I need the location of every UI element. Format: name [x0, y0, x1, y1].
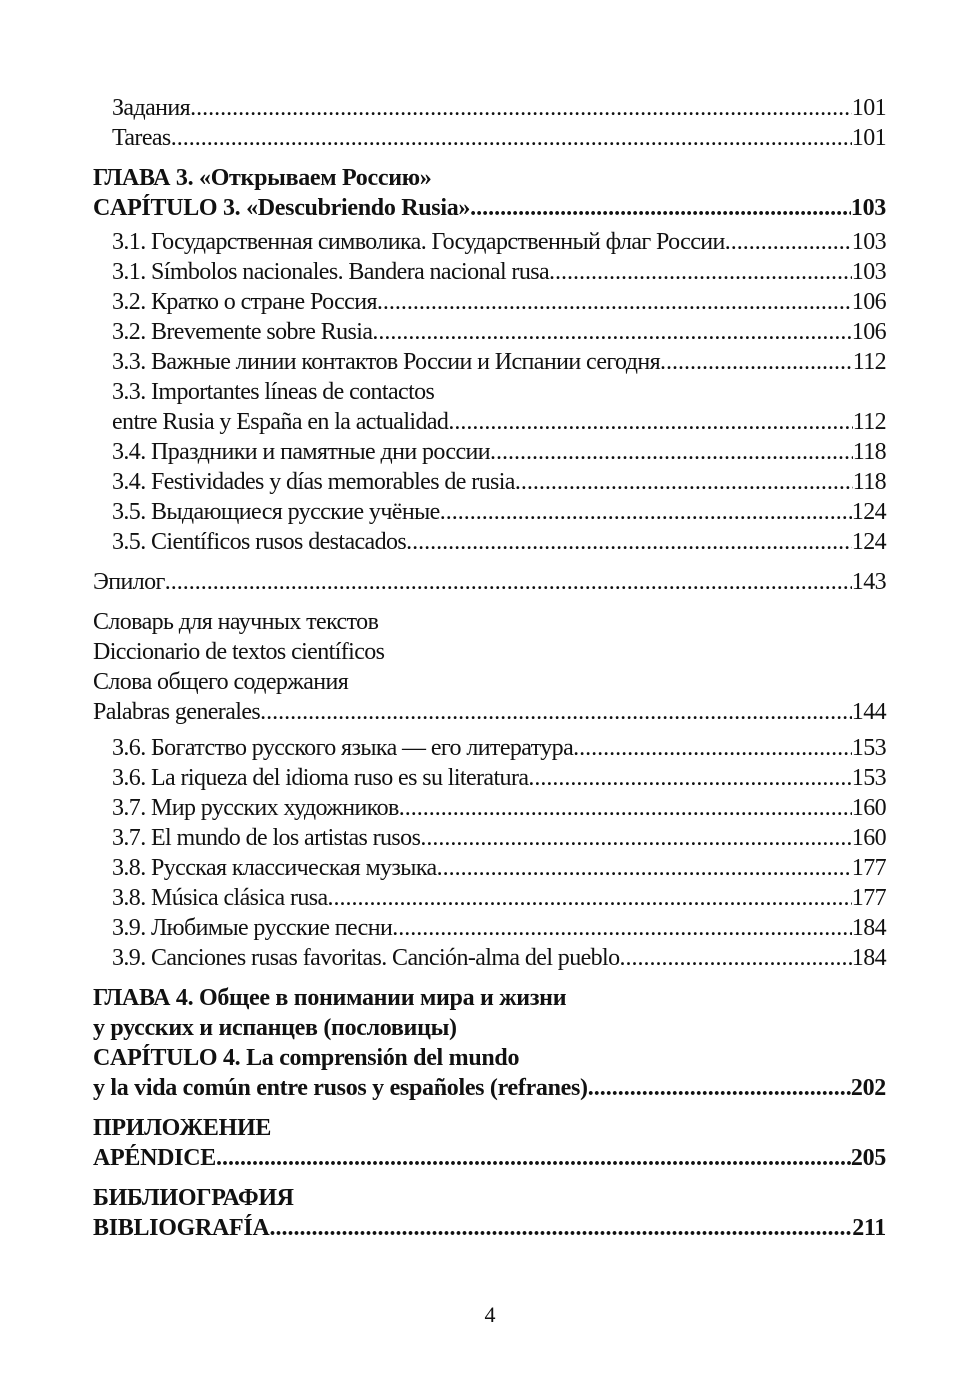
entry-title: 3.2. Brevemente sobre Rusia	[112, 319, 373, 345]
toc-entry	[93, 567, 886, 597]
entry-title: 3.5. Científicos rusos destacados	[112, 529, 407, 555]
entry-page: 177	[851, 855, 886, 881]
chapter-4-heading[interactable]	[93, 983, 886, 1103]
entry-page: 184	[851, 945, 886, 971]
toc-entry[interactable]	[93, 853, 886, 883]
dot-leader	[392, 913, 852, 943]
toc-entry[interactable]	[93, 257, 886, 287]
toc-entry	[93, 697, 886, 727]
dot-leader	[372, 317, 851, 347]
entry-page: 205	[850, 1145, 886, 1171]
entry-title: 3.9. Любимые русские песни	[112, 915, 393, 941]
entry-page: 144	[851, 699, 886, 725]
entry-title: 3.9. Canciones rusas favoritas. Canción-alma del pueblo	[112, 945, 620, 971]
entry-title: Задания	[112, 95, 191, 121]
entry-title: y la vida común entre rusos y españoles (refranes)	[93, 1075, 588, 1101]
dot-leader	[588, 1073, 851, 1103]
toc-entry	[93, 193, 886, 223]
entry-title: 3.8. Música clásica rusa	[112, 885, 328, 911]
entry-title-line: ПРИЛОЖЕНИЕ	[93, 1115, 272, 1141]
entry-title: 3.4. Festividades y días memorables de rusia	[112, 469, 515, 495]
entry-page: 124	[851, 529, 886, 555]
entry-title-line: Diccionario de textos científicos	[93, 639, 385, 665]
toc-entry[interactable]	[93, 733, 886, 763]
entry-page: 106	[851, 319, 886, 345]
entry-page: 153	[851, 765, 886, 791]
entry-title: 3.7. El mundo de los artistas rusos	[112, 825, 421, 851]
entry-page: 103	[851, 229, 886, 255]
appendix-heading[interactable]	[93, 1113, 886, 1173]
entry-title: entre Rusia y España en la actualidad	[112, 409, 449, 435]
dot-leader	[549, 257, 852, 287]
page-number: 4	[484, 1302, 496, 1327]
toc-entry	[93, 1073, 886, 1103]
dot-leader	[260, 697, 852, 727]
dot-leader	[328, 883, 852, 913]
dot-leader	[171, 123, 852, 153]
entry-title: 3.4. Праздники и памятные дни россии	[112, 439, 490, 465]
dot-leader	[660, 347, 853, 377]
dot-leader	[490, 437, 853, 467]
entry-page: 103	[851, 259, 886, 285]
chapter-title-ru: ГЛАВА 3. «Открываем Россию»	[93, 165, 432, 191]
entry-page: 118	[852, 439, 886, 465]
entry-page: 211	[852, 1215, 886, 1241]
entry-title: Эпилог	[93, 569, 165, 595]
entry-page: 106	[851, 289, 886, 315]
dot-leader	[573, 733, 852, 763]
toc-entry[interactable]	[93, 227, 886, 257]
dot-leader	[190, 93, 852, 123]
entry-page: 101	[851, 125, 886, 151]
entry-page: 143	[851, 569, 886, 595]
toc-entry[interactable]	[93, 763, 886, 793]
entry-title-line: Слова общего содержания	[93, 669, 349, 695]
toc-entry[interactable]	[93, 823, 886, 853]
dot-leader	[470, 193, 851, 223]
dot-leader	[440, 497, 852, 527]
toc-entry[interactable]	[93, 347, 886, 377]
entry-title: 3.7. Мир русских художников	[112, 795, 399, 821]
dot-leader	[399, 793, 852, 823]
sections-3-6-to-3-9	[93, 733, 886, 973]
dot-leader	[420, 823, 851, 853]
entry-title-line: Словарь для научных текстов	[93, 609, 379, 635]
entry-page: 184	[851, 915, 886, 941]
entry-page: 202	[850, 1075, 886, 1101]
entry-page: 124	[851, 499, 886, 525]
toc-group-tasks	[93, 93, 886, 153]
chapter-3-sections	[93, 227, 886, 557]
chapter-3-heading[interactable]	[93, 163, 886, 223]
bibliography-heading[interactable]	[93, 1183, 886, 1243]
entry-title-line: 3.3. Importantes líneas de contactos	[112, 379, 435, 405]
dot-leader	[406, 527, 852, 557]
table-of-contents	[93, 93, 886, 1243]
dot-leader	[725, 227, 852, 257]
entry-title: 3.8. Русская классическая музыка	[112, 855, 437, 881]
entry-page: 112	[852, 349, 886, 375]
entry-page: 112	[852, 409, 886, 435]
toc-entry	[93, 1213, 886, 1243]
entry-title-line: ГЛАВА 4. Общее в понимании мира и жизни	[93, 985, 567, 1011]
toc-entry[interactable]	[93, 793, 886, 823]
toc-entry[interactable]	[93, 287, 886, 317]
toc-entry[interactable]	[93, 943, 886, 973]
entry-title: BIBLIOGRAFÍA	[93, 1215, 270, 1241]
toc-entry[interactable]	[93, 467, 886, 497]
entry-title: Tareas	[112, 125, 171, 151]
entry-page: 103	[850, 195, 886, 221]
toc-entry[interactable]	[93, 93, 886, 123]
toc-entry[interactable]	[93, 497, 886, 527]
toc-entry[interactable]	[93, 123, 886, 153]
dot-leader	[269, 1213, 852, 1243]
entry-title: 3.6. La riqueza del idioma ruso es su literatura	[112, 765, 529, 791]
dot-leader	[620, 943, 852, 973]
dot-leader	[528, 763, 851, 793]
dot-leader	[437, 853, 852, 883]
toc-entry[interactable]	[93, 913, 886, 943]
entry-page: 160	[851, 795, 886, 821]
toc-entry[interactable]	[93, 527, 886, 557]
epilog-entry[interactable]	[93, 567, 886, 597]
entry-title: 3.1. Государственная символика. Государственный флаг России	[112, 229, 725, 255]
entry-title-line: CAPÍTULO 4. La comprensión del mundo	[93, 1045, 520, 1071]
toc-entry[interactable]	[93, 407, 886, 437]
dot-leader	[448, 407, 852, 437]
entry-page: 118	[852, 469, 886, 495]
toc-entry	[93, 1143, 886, 1173]
entry-page: 160	[851, 825, 886, 851]
chapter-title-es: CAPÍTULO 3. «Descubriendo Rusia»	[93, 195, 471, 221]
entry-page: 153	[851, 735, 886, 761]
toc-entry[interactable]	[93, 883, 886, 913]
entry-title-line: у русских и испанцев (пословицы)	[93, 1015, 457, 1041]
entry-title: 3.2. Кратко о стране Россия	[112, 289, 377, 315]
entry-title: Palabras generales	[93, 699, 261, 725]
entry-page: 101	[851, 95, 886, 121]
entry-title: APÉNDICE	[93, 1145, 216, 1171]
dot-leader	[515, 467, 853, 497]
dot-leader	[216, 1143, 851, 1173]
entry-title: 3.3. Важные линии контактов России и Испании сегодня	[112, 349, 661, 375]
dot-leader	[377, 287, 852, 317]
entry-title: 3.1. Símbolos nacionales. Bandera nacional rusa	[112, 259, 550, 285]
dot-leader	[165, 567, 852, 597]
entry-title-line: БИБЛИОГРАФИЯ	[93, 1185, 294, 1211]
entry-page: 177	[851, 885, 886, 911]
entry-title: 3.6. Богатство русского языка — его литература	[112, 735, 574, 761]
toc-entry[interactable]	[93, 437, 886, 467]
toc-entry[interactable]	[93, 317, 886, 347]
entry-title: 3.5. Выдающиеся русские учёные	[112, 499, 440, 525]
dictionary-entry[interactable]	[93, 607, 886, 727]
